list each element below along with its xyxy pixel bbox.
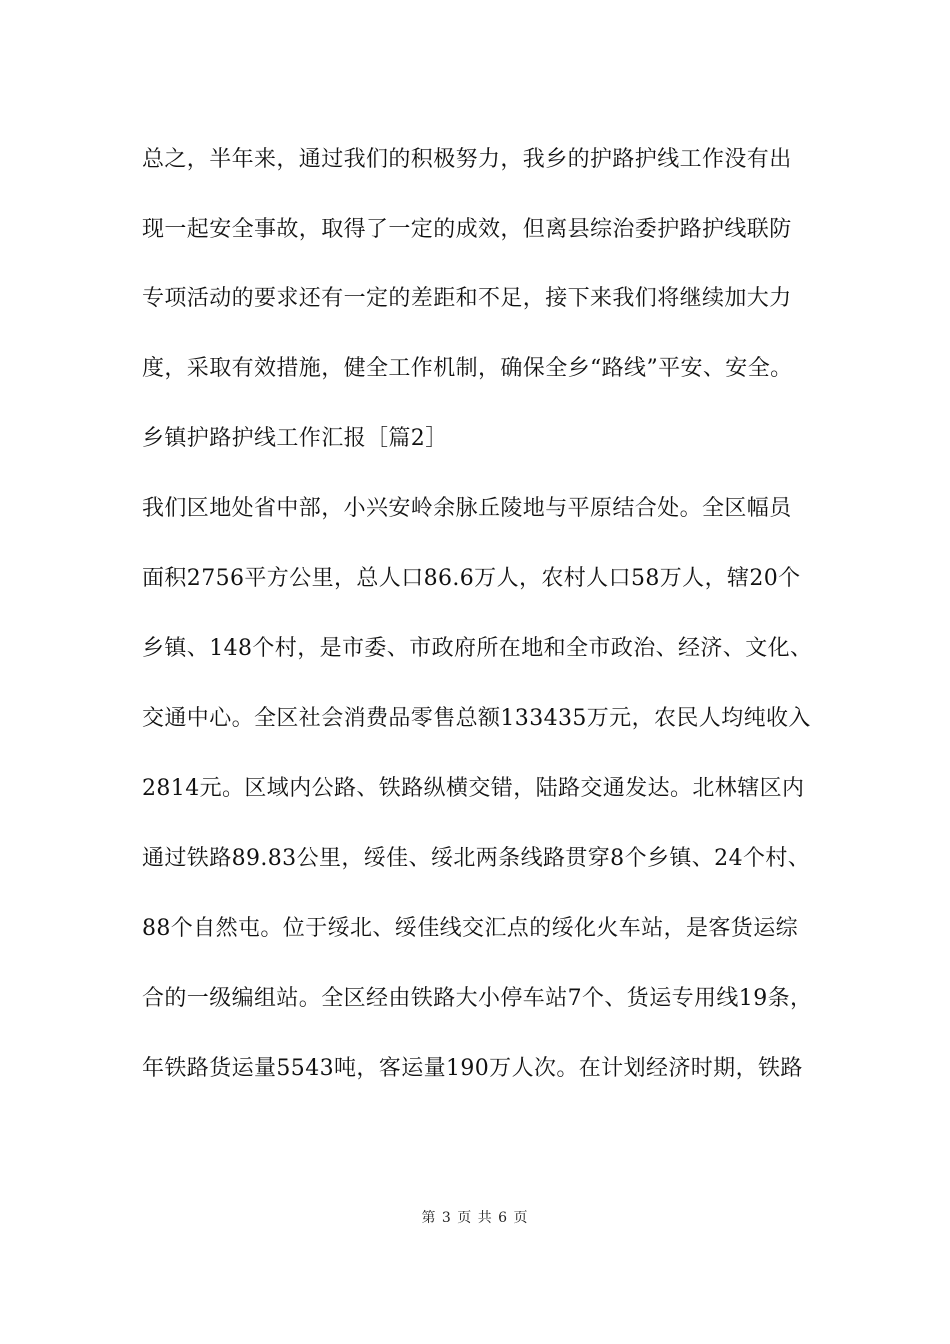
paragraph-line: 乡镇、148个村，是市委、市政府所在地和全市政治、经济、文化、 (142, 636, 813, 661)
page-number-footer: 第 3 页 共 6 页 (421, 1210, 529, 1226)
paragraph-line: 通过铁路89.83公里，绥佳、绥北两条线路贯穿8个乡镇、24个村、 (142, 846, 811, 871)
paragraph-line: 2814元。区域内公路、铁路纵横交错，陆路交通发达。北林辖区内 (142, 776, 805, 801)
paragraph-line: 度，采取有效措施，健全工作机制，确保全乡“路线”平安、安全。 (142, 356, 793, 381)
paragraph-line: 总之，半年来，通过我们的积极努力，我乡的护路护线工作没有出 (142, 147, 792, 172)
paragraph-line: 面积2756平方公里，总人口86.6万人，农村人口58万人，辖20个 (142, 566, 801, 591)
paragraph-line: 合的一级编组站。全区经由铁路大小停车站7个、货运专用线19条， (142, 986, 813, 1011)
paragraph-line: 交通中心。全区社会消费品零售总额133435万元，农民人均纯收入 (142, 706, 811, 731)
section-heading: 乡镇护路护线工作汇报［篇2］ (142, 426, 448, 451)
paragraph-line: 专项活动的要求还有一定的差距和不足，接下来我们将继续加大力 (142, 286, 792, 311)
paragraph-line: 年铁路货运量5543吨，客运量190万人次。在计划经济时期，铁路 (142, 1056, 803, 1081)
paragraph-line: 88个自然屯。位于绥北、绥佳线交汇点的绥化火车站，是客货运综 (142, 916, 798, 941)
paragraph-line: 我们区地处省中部，小兴安岭余脉丘陵地与平原结合处。全区幅员 (142, 496, 792, 521)
paragraph-line: 现一起安全事故，取得了一定的成效，但离县综治委护路护线联防 (142, 217, 792, 242)
